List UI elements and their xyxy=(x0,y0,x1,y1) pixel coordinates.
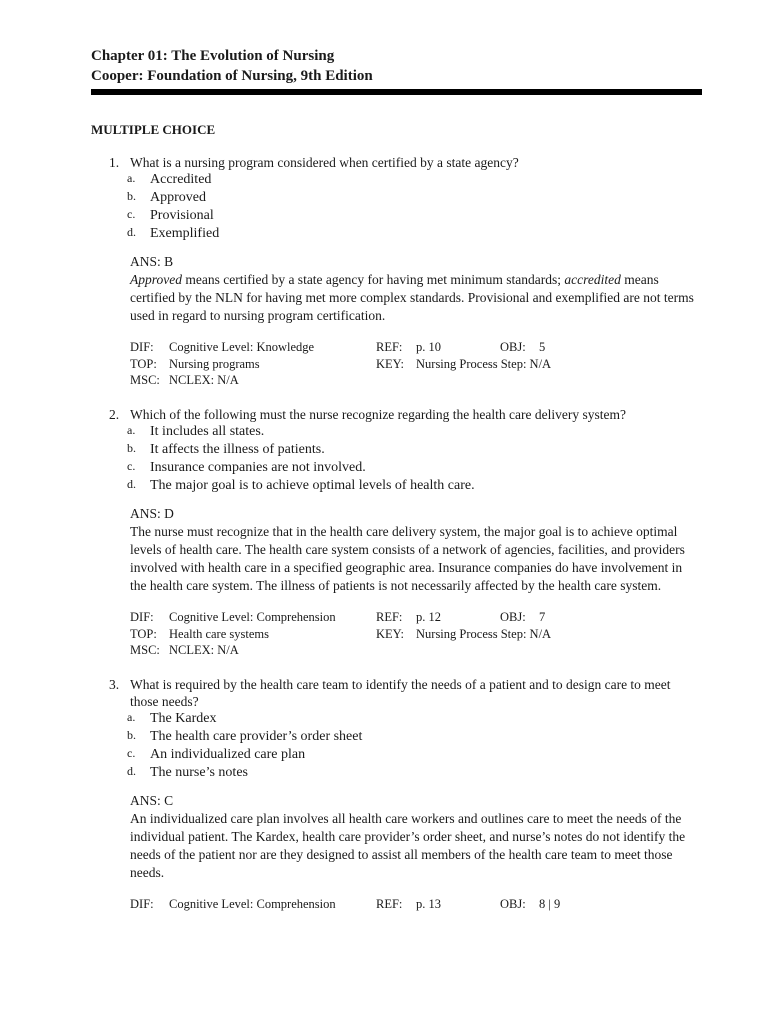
option-letter: b. xyxy=(127,189,136,203)
option-text: An individualized care plan xyxy=(150,747,306,762)
option-a xyxy=(127,710,702,728)
option-c xyxy=(127,746,702,764)
dif-label: DIF: xyxy=(130,610,154,624)
dif-value: Cognitive Level: Knowledge xyxy=(169,340,315,354)
option-letter: d. xyxy=(127,764,136,778)
key-label: KEY: xyxy=(376,626,405,641)
key-value: Nursing Process Step: N/A xyxy=(416,626,552,641)
obj-label: OBJ: xyxy=(500,897,526,911)
dif-value: Cognitive Level: Comprehension xyxy=(169,610,336,624)
option-b xyxy=(127,728,702,746)
question-stem: Which of the following must the nurse recognize regarding the health care delivery system? xyxy=(130,407,626,422)
option-c xyxy=(127,207,702,225)
question-number: 2. xyxy=(109,407,120,422)
option-letter: d. xyxy=(127,477,136,491)
msc-label: MSC: xyxy=(130,373,160,387)
option-letter: d. xyxy=(127,225,136,239)
option-letter: b. xyxy=(127,728,136,742)
rationale-term: accredited xyxy=(564,272,621,287)
option-text: The health care provider’s order sheet xyxy=(150,729,363,744)
question-stem: What is required by the health care team to identify the needs of a patient and to design care to meet those needs? xyxy=(130,677,671,709)
obj-label: OBJ: xyxy=(500,610,526,624)
question-metadata xyxy=(130,609,702,659)
rationale-text: means certified by the NLN for having met more complex standards. Provisional and exemplified are not terms used in regard to nursing program certification. xyxy=(130,272,694,323)
question-3 xyxy=(91,676,702,914)
ref-value: p. 10 xyxy=(416,340,441,354)
option-letter: b. xyxy=(127,441,136,455)
obj-label: OBJ: xyxy=(500,340,526,354)
option-list xyxy=(127,171,702,243)
question-number: 3. xyxy=(109,677,120,692)
answer-key: ANS: D xyxy=(130,506,174,521)
msc-value: NCLEX: N/A xyxy=(169,373,239,387)
option-letter: a. xyxy=(127,171,136,185)
option-text: The Kardex xyxy=(150,711,217,726)
question-metadata xyxy=(130,896,702,914)
option-d xyxy=(127,225,702,243)
option-letter: a. xyxy=(127,710,136,724)
option-text: Approved xyxy=(150,190,206,205)
ref-value: p. 13 xyxy=(416,897,441,911)
rationale xyxy=(130,271,702,325)
option-text: It affects the illness of patients. xyxy=(150,442,325,457)
header-rule xyxy=(91,89,702,95)
option-text: The nurse’s notes xyxy=(150,765,248,780)
rationale-text: means certified by a state agency for having met minimum standards; xyxy=(181,272,565,287)
option-d xyxy=(127,477,702,495)
option-list xyxy=(127,710,702,782)
dif-label: DIF: xyxy=(130,897,154,911)
option-list xyxy=(127,423,702,495)
option-text: Provisional xyxy=(150,208,214,223)
top-label: TOP: xyxy=(130,626,157,641)
obj-value: 7 xyxy=(539,610,546,624)
question-2 xyxy=(91,406,702,659)
key-value: Nursing Process Step: N/A xyxy=(416,356,552,371)
rationale: An individualized care plan involves all health care workers and outlines care to meet the needs of the individual patient. The Kardex, health care provider’s order sheet, and nurse’s notes do not identify the needs of the patient nor are they designed to assist all members of the health care team to meet those needs. xyxy=(130,811,686,880)
rationale-term: Approved xyxy=(130,272,182,287)
ref-value: p. 12 xyxy=(416,610,441,624)
dif-label: DIF: xyxy=(130,340,154,354)
section-title: MULTIPLE CHOICE xyxy=(91,122,216,137)
book-title: Cooper: Foundation of Nursing, 9th Edition xyxy=(91,68,373,84)
question-stem: What is a nursing program considered when certified by a state agency? xyxy=(130,155,519,170)
msc-value: NCLEX: N/A xyxy=(169,643,239,657)
option-b xyxy=(127,441,702,459)
question-metadata xyxy=(130,339,702,389)
ref-label: REF: xyxy=(376,340,403,354)
question-1 xyxy=(91,154,702,389)
option-d xyxy=(127,764,702,782)
top-value: Health care systems xyxy=(169,626,269,641)
option-text: Insurance companies are not involved. xyxy=(150,460,366,475)
chapter-title: Chapter 01: The Evolution of Nursing xyxy=(91,48,335,64)
option-text: The major goal is to achieve optimal levels of health care. xyxy=(150,478,475,493)
option-text: It includes all states. xyxy=(150,424,265,439)
document-page xyxy=(91,46,702,914)
answer-key: ANS: C xyxy=(130,793,174,808)
option-a xyxy=(127,171,702,189)
ref-label: REF: xyxy=(376,610,403,624)
option-letter: c. xyxy=(127,746,136,760)
top-value: Nursing programs xyxy=(169,356,260,371)
option-letter: a. xyxy=(127,423,136,437)
question-number: 1. xyxy=(109,155,120,170)
option-letter: c. xyxy=(127,459,136,473)
rationale: The nurse must recognize that in the health care delivery system, the major goal is to achieve optimal levels of health care. The health care system consists of a network of agencies, facilities, and providers involved with health care in a specified geographic area. Insurance companies do have involvement in the health care system. The illness of patients is not necessarily affected by the health care system. xyxy=(130,524,685,593)
top-label: TOP: xyxy=(130,356,157,371)
option-a xyxy=(127,423,702,441)
dif-value: Cognitive Level: Comprehension xyxy=(169,897,336,911)
option-text: Exemplified xyxy=(150,226,220,241)
obj-value: 5 xyxy=(539,340,546,354)
obj-value: 8 | 9 xyxy=(539,897,561,911)
key-label: KEY: xyxy=(376,356,405,371)
option-c xyxy=(127,459,702,477)
ref-label: REF: xyxy=(376,897,403,911)
option-text: Accredited xyxy=(150,172,212,187)
msc-label: MSC: xyxy=(130,643,160,657)
option-letter: c. xyxy=(127,207,136,221)
answer-key: ANS: B xyxy=(130,254,174,269)
option-b xyxy=(127,189,702,207)
